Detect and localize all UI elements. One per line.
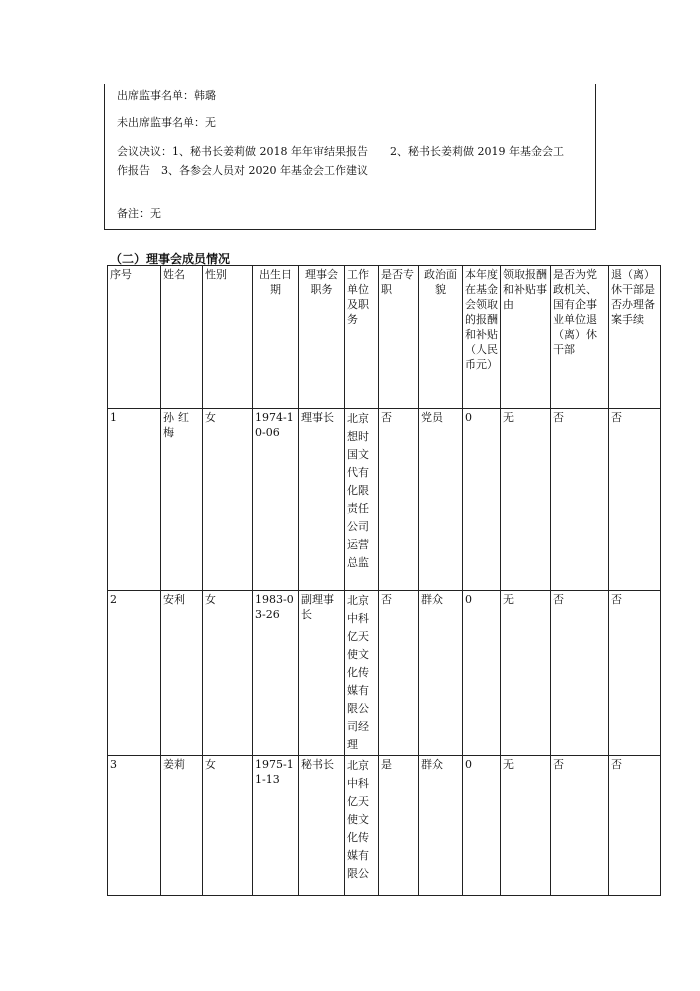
table-cell: 理事长 bbox=[299, 409, 345, 591]
table-cell: 2 bbox=[108, 591, 161, 756]
absent-supervisors: 未出席监事名单：无 bbox=[117, 116, 216, 129]
header-cell: 序号 bbox=[108, 266, 161, 409]
table-row bbox=[108, 409, 661, 591]
table-row bbox=[108, 591, 661, 756]
table-cell: 秘书长 bbox=[299, 756, 345, 896]
header-cell: 领取报酬和补贴事由 bbox=[501, 266, 551, 409]
table-cell: 无 bbox=[501, 409, 551, 591]
table-cell: 群众 bbox=[419, 756, 463, 896]
table-cell: 群众 bbox=[419, 591, 463, 756]
header-cell: 姓名 bbox=[161, 266, 203, 409]
table-cell: 姜莉 bbox=[161, 756, 203, 896]
header-cell: 工作单位及职务 bbox=[345, 266, 379, 409]
table-cell: 3 bbox=[108, 756, 161, 896]
table-cell: 北京中科亿天使文化传媒有限公司经理 bbox=[345, 591, 379, 756]
table-cell: 否 bbox=[609, 409, 661, 591]
header-cell: 退（离）休干部是否办理备案手续 bbox=[609, 266, 661, 409]
meeting-info-box bbox=[104, 84, 596, 230]
table-cell: 否 bbox=[551, 756, 609, 896]
table-cell: 1974-10-06 bbox=[253, 409, 299, 591]
table-cell: 0 bbox=[463, 409, 501, 591]
table-cell: 1975-11-13 bbox=[253, 756, 299, 896]
attended-supervisors: 出席监事名单：韩璐 bbox=[117, 89, 216, 102]
table-cell: 是 bbox=[379, 756, 419, 896]
table-cell: 1983-03-26 bbox=[253, 591, 299, 756]
table-cell: 女 bbox=[203, 591, 253, 756]
table-cell: 北京想时国文代有化限责任公司运营总监 bbox=[345, 409, 379, 591]
table-cell: 副理事长 bbox=[299, 591, 345, 756]
table-cell: 0 bbox=[463, 756, 501, 896]
header-cell: 政治面貌 bbox=[419, 266, 463, 409]
table-cell: 1 bbox=[108, 409, 161, 591]
header-cell: 理事会职务 bbox=[299, 266, 345, 409]
table-cell: 否 bbox=[609, 591, 661, 756]
table-row bbox=[108, 756, 661, 896]
table-cell: 无 bbox=[501, 591, 551, 756]
table-cell: 否 bbox=[379, 409, 419, 591]
table-cell: 0 bbox=[463, 591, 501, 756]
table-header-row bbox=[108, 266, 661, 409]
resolutions-line2: 作报告 3、各参会人员对 2020 年基金会工作建议 bbox=[117, 164, 368, 177]
header-cell: 性别 bbox=[203, 266, 253, 409]
resolutions-line1: 会议决议：1、秘书长姜莉做 2018 年年审结果报告 2、秘书长姜莉做 2019 年基金会工 bbox=[117, 145, 564, 158]
table-cell: 北京中科亿天使文化传媒有限公 bbox=[345, 756, 379, 896]
header-cell: 是否为党政机关、国有企事业单位退（离）休干部 bbox=[551, 266, 609, 409]
table-cell: 安利 bbox=[161, 591, 203, 756]
header-cell: 是否专职 bbox=[379, 266, 419, 409]
header-cell: 本年度在基金会领取的报酬和补贴（人民币元） bbox=[463, 266, 501, 409]
section-title: （二）理事会成员情况 bbox=[110, 252, 231, 266]
table-cell: 女 bbox=[203, 409, 253, 591]
remarks: 备注：无 bbox=[117, 207, 161, 220]
table-cell: 女 bbox=[203, 756, 253, 896]
board-members-table bbox=[107, 265, 661, 896]
table-cell: 否 bbox=[609, 756, 661, 896]
table-cell: 否 bbox=[551, 409, 609, 591]
table-cell: 党员 bbox=[419, 409, 463, 591]
table-cell: 否 bbox=[379, 591, 419, 756]
table-cell: 无 bbox=[501, 756, 551, 896]
table-cell: 否 bbox=[551, 591, 609, 756]
header-cell: 出生日期 bbox=[253, 266, 299, 409]
table-cell: 孙红梅 bbox=[161, 409, 203, 591]
